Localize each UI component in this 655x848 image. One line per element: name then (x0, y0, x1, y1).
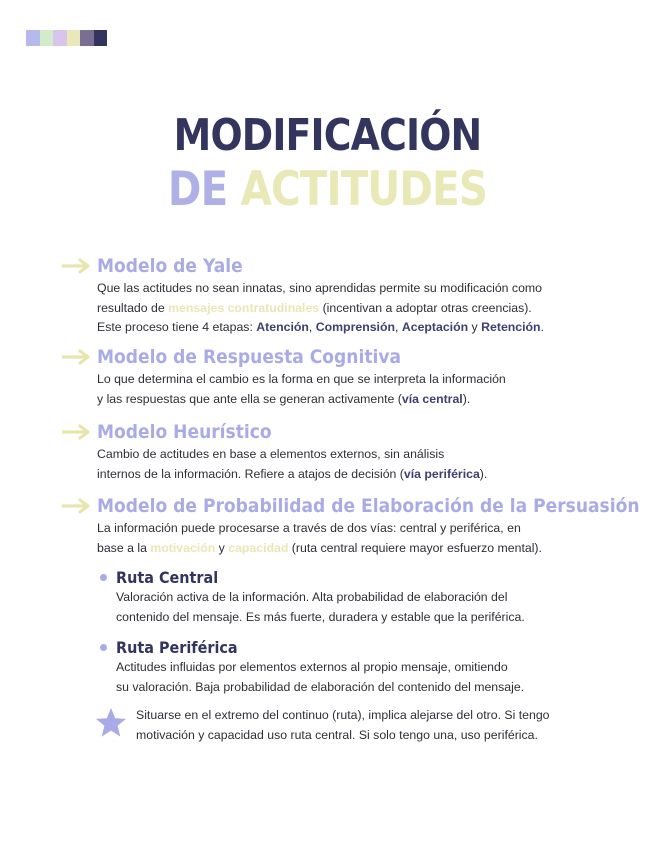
highlight-term: vía central (401, 391, 463, 406)
arrow-right-icon (62, 498, 92, 514)
section-body (97, 370, 622, 409)
highlight-term: motivación (150, 540, 216, 555)
text: internos de la información. Refiere a atajos de decisión ( (97, 466, 404, 481)
stage-term: Aceptación (401, 320, 469, 334)
text: y (468, 320, 482, 334)
body-line: La información puede procesarse a través de dos vías: central y periférica, en (97, 521, 521, 535)
swatch (26, 30, 40, 46)
text: resultado de (97, 300, 169, 315)
text: (ruta central requiere mayor esfuerzo mental). (288, 540, 542, 555)
section-title: Modelo Heurístico (97, 421, 272, 443)
route-title: Ruta Central (116, 567, 219, 587)
swatch (80, 30, 94, 46)
text: (incentivan a adoptar otras creencias). (319, 300, 532, 315)
arrow-right-icon (62, 424, 92, 440)
highlight-term: vía periférica (403, 466, 480, 481)
arrow-right-icon (62, 349, 92, 365)
note (94, 706, 614, 745)
star-icon (94, 706, 128, 740)
text: ). (479, 466, 488, 481)
highlight-term: capacidad (228, 540, 289, 555)
note-text (136, 706, 550, 745)
route-periferica (100, 636, 600, 697)
text: , (395, 320, 402, 334)
text: ). (462, 391, 471, 406)
section-title: Modelo de Yale (97, 255, 243, 277)
stage-term: Atención (256, 320, 309, 334)
section-elaboracion-persuasion (62, 493, 640, 558)
body-line: Valoración activa de la información. Alta probabilidad de elaboración del (116, 590, 508, 604)
route-central (100, 566, 600, 627)
body-line: Cambio de actitudes en base a elementos externos, sin análisis (97, 447, 445, 461)
route-body (116, 658, 600, 697)
section-body (97, 279, 622, 338)
body-line: Lo que determina el cambio es la forma en que se interpreta la información (97, 372, 506, 386)
page-title-line1: MODIFICACIÓN (173, 110, 482, 161)
section-title: Modelo de Respuesta Cognitiva (97, 346, 402, 368)
section-title: Modelo de Probabilidad de Elaboración de la Persuasión (97, 495, 640, 517)
title-word-actitudes: ACTITUDES (240, 162, 488, 217)
body-line: su valoración. Baja probabilidad de elaboración del contenido del mensaje. (116, 679, 525, 694)
body-line (97, 465, 622, 485)
bullet-icon (100, 574, 107, 581)
swatch (53, 30, 67, 46)
body-line: Situarse en el extremo del continuo (ruta), implica alejarse del otro. Si tengo (136, 708, 550, 722)
page-title-line2 (46, 162, 609, 217)
body-line: contenido del mensaje. Es más fuerte, duradera y estable que la periférica. (116, 609, 525, 624)
section-body (97, 445, 622, 484)
route-title: Ruta Periférica (116, 637, 238, 657)
section-body (97, 519, 622, 558)
text: . (540, 320, 544, 334)
swatch (94, 30, 108, 46)
stage-term: Comprensión (315, 320, 395, 334)
body-line: Que las actitudes no sean innatas, sino aprendidas permite su modificación como (97, 281, 542, 295)
body-line (97, 318, 622, 338)
text: y (215, 540, 229, 555)
text: y las respuestas que ante ella se generan activamente ( (97, 391, 402, 406)
section-modelo-heuristico (62, 419, 622, 484)
color-swatches (26, 30, 107, 46)
text: , (308, 320, 316, 334)
section-modelo-yale (62, 253, 622, 338)
body-line (97, 299, 622, 319)
bullet-icon (100, 644, 107, 651)
body-line (97, 390, 622, 410)
swatch (67, 30, 81, 46)
highlight-term: mensajes contratudinales (168, 300, 320, 315)
stage-term: Retención (481, 320, 541, 334)
body-line: Actitudes influidas por elementos externos al propio mensaje, omitiendo (116, 660, 508, 674)
route-body (116, 588, 600, 627)
section-respuesta-cognitiva (62, 344, 622, 409)
text: Este proceso tiene 4 etapas: (97, 320, 257, 334)
swatch (40, 30, 54, 46)
text: base a la (97, 540, 151, 555)
arrow-right-icon (62, 258, 92, 274)
body-line: motivación y capacidad uso ruta central. Si solo tengo una, uso periférica. (136, 727, 538, 742)
body-line (97, 539, 622, 559)
title-word-de: DE (167, 162, 228, 217)
